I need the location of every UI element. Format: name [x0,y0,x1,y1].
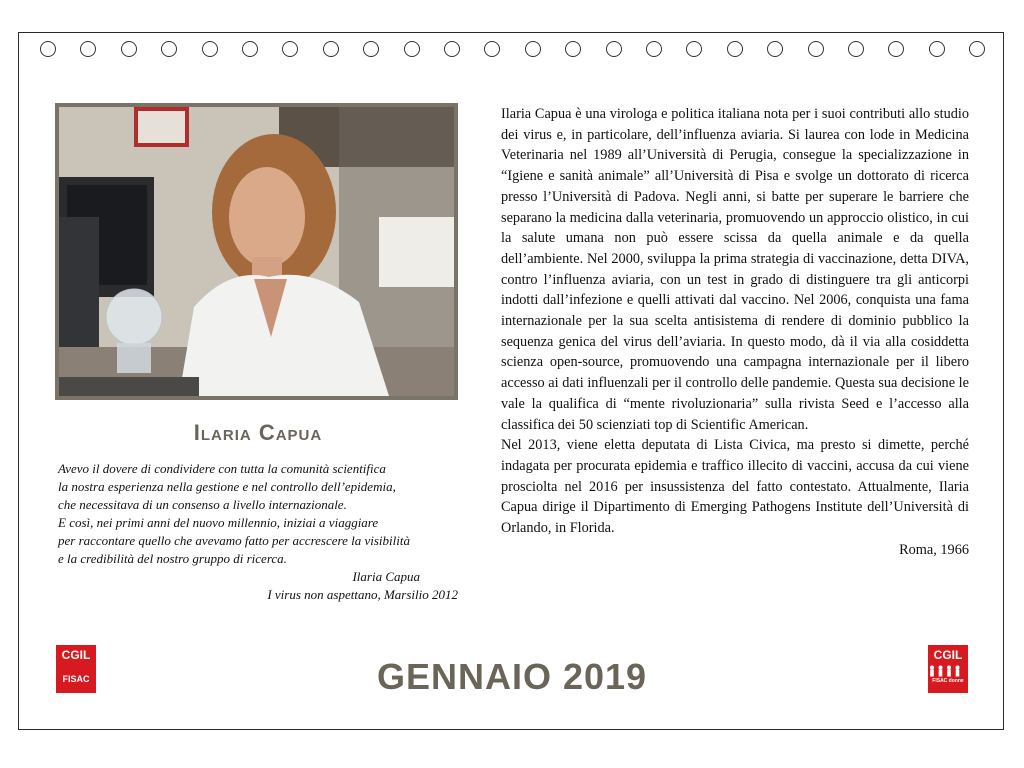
logo-text: CGIL [61,648,91,662]
binding-hole [242,41,258,57]
binding-holes [18,41,1004,61]
quote-line: E così, nei primi anni del nuovo millennio, iniziai a viaggiare [58,515,379,530]
quote-author: Ilaria Capua [352,569,420,584]
month-title: GENNAIO 2019 [376,656,648,697]
people-icon [928,665,962,677]
biography-text [501,104,969,560]
portrait-photo-frame [55,103,458,400]
cgil-fisac-donne-logo [928,645,968,693]
binding-hole [121,41,137,57]
binding-hole [929,41,945,57]
binding-hole [282,41,298,57]
binding-hole [161,41,177,57]
quote-line: Avevo il dovere di condividere con tutta la comunità scientifica [58,461,386,476]
binding-hole [565,41,581,57]
portrait-illustration [59,107,454,396]
logo-text: CGIL [933,648,963,662]
biography-paragraph: Ilaria Capua è una virologa e politica italiana nota per i suoi contributi allo studio dei virus e, in particolare, dell’influenza aviaria. Si laurea con lode in Medicina Veterinaria nel 1989 all’Università di Perugia, consegue la specializzazione in “Igiene e sanità animale” all’Università di Pisa e svolge un dottorato di ricerca presso l’Università di Padova. Negli anni, si batte per superare le barriere che separano la medicina dalla veterinaria, promuovendo un approccio olistico, in cui la salute umana non può essere scissa da quella animale e da quella dell’ambiente. Nel 2000, sviluppa la prima strategia di vaccinazione, detta DIVA, contro l’influenza aviaria, con un test in grado di distinguere tra gli anticorpi indotti dall’infezione e quelli attivati dal vaccino. Nel 2006, conquista una fama internazionale per la sua scelta antisistema di rendere di dominio pubblico la sequenza genica del virus dell’aviaria. In questo modo, dà il via alla cosiddetta scienza open-source, promuovendo una campagna internazionale per il libero accesso ai dati influenzali per il controllo delle pandemie. Questa sua decisione le vale la qualifica di “mente rivoluzionaria” sulla rivista Seed e l’accesso alla classifica dei 50 scienziati top di Scientific American. [501,106,969,433]
logo-subtext: FISAC donne [932,678,964,684]
biography-paragraph: Nel 2013, viene eletta deputata di Lista Civica, ma presto si dimette, perché indagata per procurata epidemia e traffico illecito di vaccini, accusa da cui viene prosciolta nel 2016 per insussistenza del fatto contestato. Attualmente, Ilaria Capua dirige il Dipartimento di Emerging Pathogens Institute dell’Università di Orlando, in Florida. [501,437,969,537]
binding-hole [323,41,339,57]
quote-line: e la credibilità del nostro gruppo di ricerca. [58,551,287,566]
binding-hole [646,41,662,57]
portrait-photo [59,107,454,396]
binding-hole [444,41,460,57]
quote-line: che necessitava di un consenso a livello internazionale. [58,497,347,512]
binding-hole [767,41,783,57]
binding-hole [686,41,702,57]
binding-hole [80,41,96,57]
binding-hole [484,41,500,57]
binding-hole [888,41,904,57]
binding-hole [848,41,864,57]
person-name: Ilaria Capua [193,420,323,445]
binding-hole [969,41,985,57]
binding-hole [202,41,218,57]
binding-hole [808,41,824,57]
binding-hole [363,41,379,57]
quote-line: la nostra esperienza nella gestione e nel controllo dell’epidemia, [58,479,396,494]
binding-hole [404,41,420,57]
quote-block [58,460,458,604]
logo-subtext: FISAC [62,674,90,684]
binding-hole [727,41,743,57]
binding-hole [606,41,622,57]
quote-source: I virus non aspettano, Marsilio 2012 [267,587,458,602]
place-date: Roma, 1966 [899,541,969,558]
binding-hole [40,41,56,57]
quote-line: per raccontare quello che avevamo fatto per accrescere la visibilità [58,533,410,548]
binding-hole [525,41,541,57]
